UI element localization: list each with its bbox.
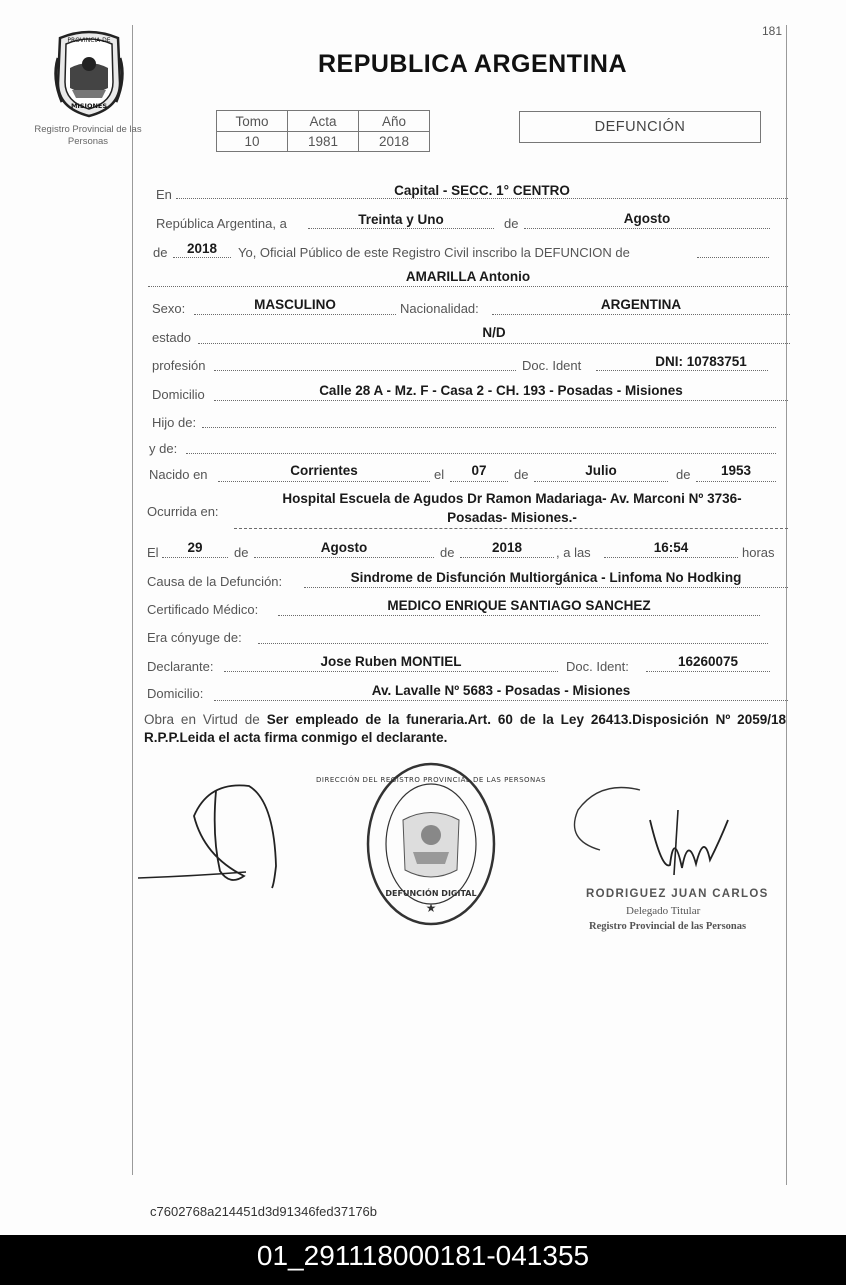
label-domicilio-2: Domicilio: (147, 686, 204, 701)
tomo-value: 10 (217, 132, 288, 152)
label-estado: estado (152, 330, 192, 345)
label-republica: República Argentina, a (156, 216, 287, 231)
line-nac-anio (696, 481, 776, 482)
page-title: REPUBLICA ARGENTINA (317, 50, 628, 78)
svg-text:★: ★ (425, 901, 437, 915)
line-profesion (214, 370, 516, 371)
registrar-organization: Registro Provincial de las Personas (589, 921, 747, 932)
province-seal-logo (50, 28, 128, 118)
def-dia-value: 29 (187, 540, 203, 555)
line-estado (198, 343, 790, 344)
anio-inscripcion-value: 2018 (186, 241, 218, 256)
declarante-value: Jose Ruben MONTIEL (320, 654, 462, 669)
label-certificado: Certificado Médico: (147, 602, 259, 617)
label-de-6: de (440, 545, 455, 560)
label-el: el (434, 467, 445, 482)
label-en: En (156, 187, 172, 202)
label-doc-ident: Doc. Ident (522, 358, 582, 373)
line-y-de (186, 453, 776, 454)
label-nacido-en: Nacido en (149, 467, 208, 482)
nac-dia-value: 07 (471, 463, 487, 478)
label-obra: Obra en Virtud de (144, 712, 260, 727)
label-domicilio: Domicilio (152, 387, 205, 402)
label-sexo: Sexo: (152, 301, 186, 316)
line-declarante (224, 671, 558, 672)
seal-top-text: PROVINCIA DE (67, 37, 111, 44)
sexo-value: MASCULINO (254, 297, 336, 312)
line-hijo-de (202, 427, 776, 428)
acta-value: 1981 (288, 132, 359, 152)
doc-ident-value: DNI: 10783751 (655, 354, 747, 369)
line-declarante-doc (646, 671, 770, 672)
anio-value: 2018 (359, 132, 430, 152)
line-nacido-en (218, 481, 430, 482)
line-anio (173, 257, 231, 258)
line-nac-mes (534, 481, 668, 482)
mes-inscripcion-value: Agosto (623, 211, 671, 226)
ocurrida-linea1-value: Hospital Escuela de Agudos Dr Ramon Madariaga- Av. Marconi Nº 3736- (282, 491, 742, 506)
obra-texto-value: Ser empleado de la funeraria.Art. 60 de la Ley 26413.Disposición Nº 2059/18 R.P.P.Leida el acta firma conmigo el declarante. (144, 712, 786, 745)
line-en (176, 198, 788, 199)
registrar-signature (570, 780, 750, 880)
line-def-dia (162, 557, 228, 558)
label-hijo-de: Hijo de: (152, 415, 197, 430)
left-margin-line (132, 25, 133, 1175)
line-causa (304, 587, 788, 588)
label-de-1: de (504, 216, 519, 231)
lugar-value: Capital - SECC. 1° CENTRO (394, 183, 570, 198)
declarant-signature (134, 776, 284, 891)
line-domicilio (214, 400, 788, 401)
line-domicilio-2 (214, 700, 788, 701)
footer-id-bar: 01_291118000181-041355 (0, 1235, 846, 1285)
label-causa: Causa de la Defunción: (147, 574, 283, 589)
line-nacionalidad (492, 314, 790, 315)
line-def-anio (460, 557, 554, 558)
line-def-hora (604, 557, 738, 558)
declarante-domicilio-value: Av. Lavalle Nº 5683 - Posadas - Misiones (371, 683, 631, 698)
nacionalidad-value: ARGENTINA (600, 297, 682, 312)
label-a-las: , a las (556, 545, 591, 560)
causa-value: Sindrome de Disfunción Multiorgánica - Linfoma No Hodking (350, 570, 742, 585)
label-de-4: de (676, 467, 691, 482)
label-de-3: de (514, 467, 529, 482)
ocurrida-linea2-value: Posadas- Misiones.- (447, 510, 577, 525)
registrar-name: RODRIGUEZ JUAN CARLOS (586, 888, 769, 900)
label-oficial: Yo, Oficial Público de este Registro Civil inscribo la DEFUNCION de (238, 245, 630, 260)
line-nac-dia (450, 481, 508, 482)
estado-value: N/D (482, 325, 506, 340)
declarante-doc-value: 16260075 (677, 654, 739, 669)
nac-anio-value: 1953 (720, 463, 752, 478)
line-def-mes (254, 557, 434, 558)
dia-inscripcion-value: Treinta y Uno (358, 212, 444, 227)
tomo-header: Tomo (217, 111, 288, 132)
line-nombre (148, 286, 788, 287)
seal-bottom-text: MISIONES (70, 102, 108, 110)
acta-header: Acta (288, 111, 359, 132)
line-doc-ident (596, 370, 768, 371)
page-number: 181 (762, 24, 783, 38)
nac-mes-value: Julio (585, 463, 617, 478)
line-ocurrida (234, 528, 788, 529)
record-type-box: DEFUNCIÓN (519, 111, 761, 143)
document-hash: c7602768a214451d3d91346fed37176b (150, 1204, 378, 1219)
label-horas: horas (742, 545, 775, 560)
stamp-inner-text: DEFUNCIÓN DIGITAL (385, 889, 477, 898)
right-margin-line (786, 25, 787, 1185)
label-declarante: Declarante: (147, 659, 214, 674)
line-certificado (278, 615, 760, 616)
obra-paragraph (144, 711, 786, 747)
seal-caption: Registro Provincial de las Personas (34, 124, 142, 147)
line-oficial-end (697, 257, 769, 258)
label-nacionalidad: Nacionalidad: (400, 301, 479, 316)
label-de-5: de (234, 545, 249, 560)
record-number-table (216, 110, 430, 152)
nombre-value: AMARILLA Antonio (405, 269, 531, 284)
def-anio-value: 2018 (491, 540, 523, 555)
def-mes-value: Agosto (320, 540, 368, 555)
label-profesion: profesión (152, 358, 206, 373)
line-conyuge (258, 643, 768, 644)
label-el-cap: El (147, 545, 159, 560)
anio-header: Año (359, 111, 430, 132)
registry-stamp (316, 760, 546, 928)
line-mes (524, 228, 770, 229)
nacido-en-value: Corrientes (290, 463, 358, 478)
registrar-role: Delegado Titular (626, 905, 701, 917)
label-de-2: de (153, 245, 168, 260)
stamp-outer-text: DIRECCIÓN DEL REGISTRO PROVINCIAL DE LAS PERSONAS (316, 776, 546, 784)
label-doc-ident-2: Doc. Ident: (566, 659, 629, 674)
certificado-value: MEDICO ENRIQUE SANTIAGO SANCHEZ (387, 598, 651, 613)
def-hora-value: 16:54 (653, 540, 689, 555)
domicilio-value: Calle 28 A - Mz. F - Casa 2 - CH. 193 - Posadas - Misiones (319, 383, 683, 398)
line-sexo (194, 314, 396, 315)
line-dia (308, 228, 494, 229)
label-conyuge: Era cónyuge de: (147, 630, 242, 645)
label-ocurrida-en: Ocurrida en: (147, 504, 219, 519)
label-y-de: y de: (149, 441, 178, 456)
